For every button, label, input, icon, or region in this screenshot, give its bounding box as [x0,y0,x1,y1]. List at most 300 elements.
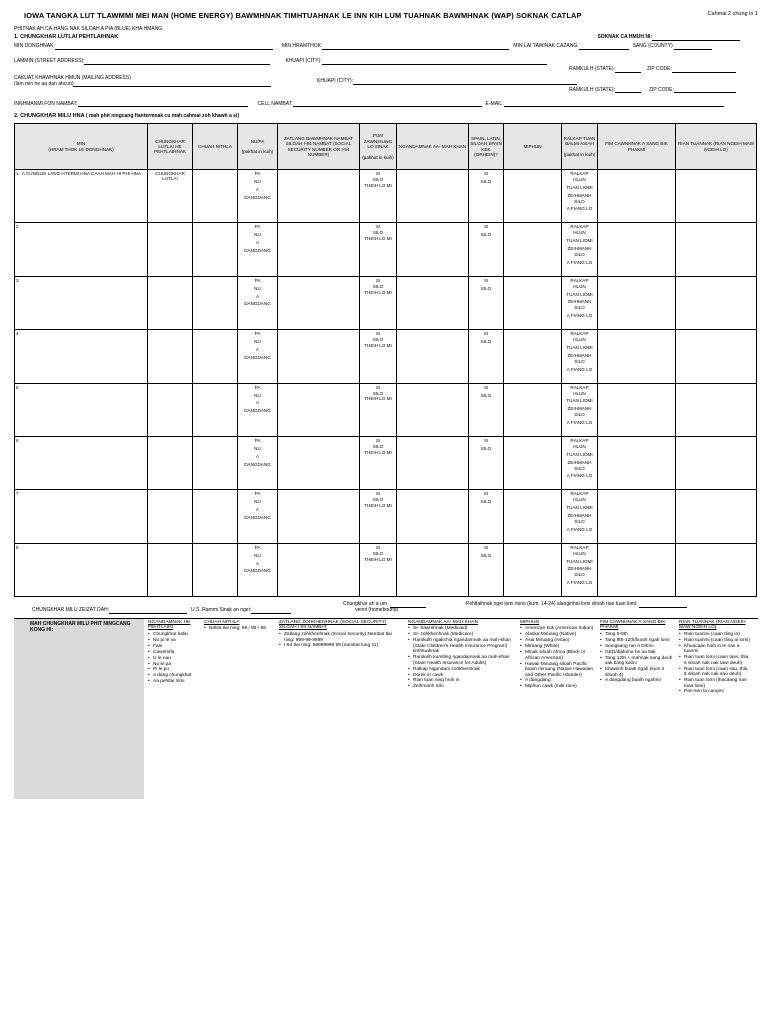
member-ssn-cell[interactable] [278,330,360,383]
legend-item: • Miraang (White) [520,644,594,650]
legend-list [408,626,514,689]
legend-item: • Nu le pa [148,662,198,668]
member-name-cell[interactable] [15,543,148,596]
member-education-cell[interactable] [598,330,676,383]
legend-item: • Zeihmanh Silo [408,684,514,690]
member-relationship-cell[interactable] [148,543,193,596]
member-birth-date-cell[interactable] [193,276,238,329]
col-employment: RIAN TUANNAK (RIAN NGEIH MAW NGEIH LO) [676,124,757,170]
table-row [15,276,757,329]
sex-option[interactable]: DANGDANG [244,515,271,521]
sex-option[interactable]: A [255,453,260,459]
citizens-field[interactable] [251,608,291,614]
member-ssn-cell[interactable] [278,276,360,329]
disability-option[interactable]: THEIH LO MI [364,182,392,188]
sex-option[interactable]: PA [254,438,261,444]
legend-item: • Tang 9th-12th/buaih ngah lomi [600,638,673,644]
sex-option[interactable]: NU [254,499,261,505]
legend-item: • U le nau [148,656,198,662]
member-veteran-cell [562,383,598,436]
legend-section [14,618,758,799]
table-row [15,490,757,543]
veteran-option[interactable]: RALKAP [570,384,589,390]
section2-heading: 2. CHUNGKHAR MILU HNA [14,113,85,120]
legend-employment [675,619,753,799]
member-health-insurance-cell[interactable] [397,543,469,596]
legend-item: • Rian tuan ning hnih in [408,678,514,684]
member-relationship-cell[interactable] [148,330,193,383]
veteran-option[interactable]: RALKAP [570,438,589,444]
veteran-option[interactable]: ZEIHMANH [567,299,592,305]
row-number: 6 [16,438,19,444]
hispanic-option[interactable]: SI [483,224,489,230]
row-number: 1. [16,171,20,177]
member-education-cell[interactable] [598,383,676,436]
legend-item: • Dorek in cawk [408,673,514,679]
home-phone-label: INNHMANMI FON NAMBAT: [14,100,78,107]
disability-option[interactable]: THEIH LO MI [364,556,392,562]
row-number: 5 [16,384,19,390]
legend-column-title: MIPHUN [520,619,539,625]
col-education: FIM CAWNHNAK A SANG BIK PHAKMI [598,124,676,170]
legend-column-title: NGANDAMNAK AA- MAH KHAN [408,619,479,625]
veteran-option[interactable]: A FIANG LO [566,313,593,319]
mailing-city-field[interactable] [353,79,577,85]
legend-item: • Rian tuan lomi (caan sau, thla 6 siloah nak nak sau deuh) [679,667,751,678]
disability-option[interactable]: SI [375,224,381,230]
veteran-option[interactable]: HLUN [573,390,586,396]
member-race-cell[interactable] [504,437,562,490]
veteran-option[interactable]: HLUN [573,283,586,289]
mailing-city-label: KHUAPI (CITY): [317,77,354,84]
legend-item: • A dangdang [520,678,594,684]
street-address-label: LAMMIN (STREET ADDRESS): [14,57,85,64]
sex-option[interactable]: PA [254,331,261,337]
member-sex-cell [238,223,278,276]
sex-option[interactable]: A [255,347,260,352]
member-education-cell[interactable] [598,276,676,329]
sex-option[interactable]: DANGDANG [244,301,271,307]
member-name-cell[interactable] [15,170,148,223]
member-education-cell[interactable] [598,223,676,276]
hispanic-option[interactable]: SILO [480,339,492,345]
legend-list [148,632,198,685]
veteran-option[interactable]: HLUN [573,443,586,449]
sex-option[interactable]: PA [254,491,261,497]
hispanic-option[interactable]: SILO [480,445,492,451]
sex-option[interactable]: NU [254,339,261,345]
sex-option[interactable]: A [255,507,260,513]
zip-field[interactable] [672,67,736,73]
member-hispanic-cell [469,223,504,276]
veteran-option[interactable]: TUAN LIOMI [566,238,593,244]
hispanic-option[interactable]: SI [483,438,489,444]
veteran-option[interactable]: HLUN [573,176,586,182]
first-name-field[interactable] [322,44,509,50]
hispanic-option[interactable]: SILO [480,392,492,398]
member-education-cell[interactable] [598,170,676,223]
member-race-cell[interactable] [504,383,562,436]
county-field[interactable] [674,44,712,50]
sex-option[interactable]: DANGDANG [244,194,271,200]
member-birth-date-cell[interactable] [193,223,238,276]
col-relationship: CHUNGKHAR LUTLAI HE PEHTLAIHNAK [148,124,193,170]
legend-item: • Nithla tlai ning: 99 / 99 / 99 [204,626,273,632]
legend-item: • Zatlang zohkhenhnak (Social Security) Nambat tlai ning: 999-99-9999 [279,632,402,643]
disability-option[interactable]: SI [375,544,381,550]
last-name-label: MIN DONGHNAK: [14,42,55,49]
sex-option[interactable]: A [255,293,260,299]
legend-list [600,632,673,684]
row-number: 4 [16,331,19,337]
legend-item: • Asia Miruang (Asian) [520,638,594,644]
veteran-option[interactable]: A FIANG LO [566,206,593,212]
hispanic-option[interactable]: SI [483,384,489,390]
member-relationship-cell[interactable] [148,490,193,543]
member-race-cell[interactable] [504,543,562,596]
home-phone-field[interactable] [78,101,248,107]
row-number: 8 [16,544,19,550]
section2-heading-note: ( mah phit ningcang fiantermnak cu mah cahmai zoh khawh a si) [85,113,240,120]
sex-option[interactable]: DANGDANG [244,568,271,574]
sex-option[interactable]: PA [254,544,261,550]
city-field[interactable] [322,59,547,65]
member-health-insurance-cell[interactable] [397,330,469,383]
member-employment-cell[interactable] [676,170,757,223]
legend-item: • Nu pi le va [148,638,198,644]
legend-item: • Ralkap Ngandam zohkhenhnak [408,667,514,673]
member-relationship-cell[interactable] [148,437,193,490]
citizens-label: U.S. Rammi Sinak an ngei: [191,607,252,614]
member-health-insurance-cell[interactable] [397,276,469,329]
veteran-option[interactable]: A FIANG LO [566,259,593,265]
member-health-insurance-cell[interactable] [397,437,469,490]
member-hispanic-cell [469,383,504,436]
cell-phone-field[interactable] [293,101,482,107]
disability-option[interactable]: THEIH LO MI [364,343,392,348]
legend-item: • Khawinh buaih ngah (kum 2 siloah 4) [600,667,673,678]
col-name: MIN (HRAM THOK LE DONGHNAK) [15,124,148,170]
member-health-insurance-cell[interactable] [397,490,469,543]
disability-option[interactable]: SILO [372,550,384,556]
disability-option[interactable]: SI [375,171,381,177]
veteran-option[interactable]: A FIANG LO [566,526,593,532]
sex-option[interactable]: A [255,560,260,566]
member-name-cell[interactable] [15,223,148,276]
sex-option[interactable]: NU [254,232,261,238]
table-row [15,543,757,596]
veteran-option[interactable]: RALKAP [570,224,589,230]
legend-item: • Pan-sen la cangmi [679,689,751,695]
disability-option[interactable]: SILO [372,497,384,503]
legend-item: • Tang 12th + mahnak sang deuh vak tlang kaimi [600,656,673,667]
veteran-option[interactable]: SILO [574,305,585,311]
member-health-insurance-cell[interactable] [397,223,469,276]
sex-option[interactable]: DANGDANG [244,408,271,414]
member-race-cell[interactable] [504,276,562,329]
row-number: 7 [16,491,19,497]
member-education-cell[interactable] [598,437,676,490]
legend-education [596,619,675,799]
sex-option[interactable]: PA [254,171,261,177]
veteran-option[interactable]: SILO [574,358,585,364]
legend-item: • I-94 tlai ning: 99999999 99 (nambat lung 11) [279,643,402,649]
sex-option[interactable]: DANGDANG [244,248,271,254]
member-veteran-cell [562,223,598,276]
member-hispanic-cell [469,276,504,329]
veteran-option[interactable]: ZEIHMANH [567,192,592,198]
email-field[interactable] [504,101,724,107]
hispanic-option[interactable]: SI [483,277,489,283]
cell-phone-label: CELL NAMBAT: [257,100,293,107]
member-ssn-cell[interactable] [278,543,360,596]
homebound-label-2: venni (homebound) [355,607,399,614]
veteran-option[interactable]: SILO [574,198,585,204]
disability-option[interactable]: SILO [372,230,384,236]
hispanic-option[interactable]: SI [483,491,489,497]
member-relationship-cell[interactable] [148,170,193,223]
member-birth-date-cell[interactable] [193,170,238,223]
veteran-option[interactable]: RALKAP [570,544,589,550]
member-race-cell[interactable] [504,170,562,223]
application-date-field[interactable] [652,35,740,41]
veteran-option[interactable]: A FIANG LO [566,420,593,426]
sex-option[interactable]: PA [254,277,261,283]
veteran-option[interactable]: RALKAP [570,277,589,283]
legend-item: • Cawntnifa [148,650,198,656]
last-name-field[interactable] [55,44,273,50]
sex-option[interactable]: A [255,400,260,406]
veteran-option[interactable]: TUAN LIOMI [566,184,593,190]
member-name-cell[interactable] [15,330,148,383]
table-header-row [15,124,757,170]
sex-option[interactable]: NU [254,445,261,451]
disability-option[interactable]: THEIH LO MI [364,449,392,455]
legend-list [204,626,273,632]
disability-option[interactable]: THEIH LO MI [364,236,392,242]
relationship-value: CHUNGKHAR LUTLAI [155,171,185,182]
member-race-cell[interactable] [504,330,562,383]
veteran-option[interactable]: SILO [574,572,585,578]
member-hispanic-cell [469,543,504,596]
col-health-insurance: NGANDAMNAK AA- MAH KHAN [397,124,469,170]
veteran-option[interactable]: ZEIHMANH [567,459,592,465]
hispanic-option[interactable]: SI [483,331,489,337]
member-birth-date-cell[interactable] [193,383,238,436]
veteran-option[interactable]: TUAN LIOMI [566,345,593,350]
legend-column-title: NGANDAMNAK HE PEHTLAIIN [148,619,191,631]
sex-option[interactable]: A [255,240,260,246]
county-label: SANG (COUNTY): [632,42,674,49]
legend-column-title: RIAN TUANNAK (RIAN NGEIH MAW NGEIH LO) [679,619,746,631]
veteran-option[interactable]: SILO [574,518,585,524]
table-row [15,170,757,223]
legend-column-title: CHUAH NITHLA [204,619,240,625]
member-race-cell[interactable] [504,490,562,543]
veteran-option[interactable]: A FIANG LO [566,366,593,372]
member-relationship-cell[interactable] [148,276,193,329]
disability-option[interactable]: SILO [372,337,384,343]
member-relationship-cell[interactable] [148,223,193,276]
veteran-option[interactable]: RALKAP [570,491,589,497]
member-ssn-cell[interactable] [278,170,360,223]
veteran-option[interactable]: TUAN LIOMI [566,398,593,404]
member-birth-date-cell[interactable] [193,330,238,383]
veteran-option[interactable]: ZEIHMANH [567,513,592,519]
disability-option[interactable]: SILO [372,176,384,182]
legend-item: • GED/diploma he aa tlak [600,650,673,656]
member-disability-cell [360,543,397,596]
sex-option[interactable]: DANGDANG [244,461,271,467]
disability-option[interactable]: THEIH LO MI [364,289,392,295]
legend-item: • Minak siloah Africa (Black or African American) [520,650,594,661]
member-sex-cell [238,330,278,383]
member-ssn-cell[interactable] [278,383,360,436]
col-veteran: RALKAP TUAN BALMI ASIAH (pakhat in kuih) [562,124,598,170]
member-ssn-cell[interactable] [278,223,360,276]
member-disability-cell [360,490,397,543]
member-ssn-cell[interactable] [278,490,360,543]
veteran-option[interactable]: ZEIHMANH [567,406,592,412]
veteran-option[interactable]: HLUN [573,550,586,556]
mailing-zip-field[interactable] [674,87,736,93]
email-label: E-MAIL: [485,100,504,107]
mailing-state-field[interactable] [615,87,641,93]
sex-option[interactable]: A [255,186,260,192]
veteran-option[interactable]: HLUN [573,230,586,236]
member-disability-cell [360,223,397,276]
veteran-option[interactable]: SILO [574,465,585,471]
member-sex-cell [238,437,278,490]
member-employment-cell[interactable] [676,383,757,436]
hispanic-option[interactable]: SI [483,171,489,177]
disability-option[interactable]: SI [375,277,381,283]
member-education-cell[interactable] [598,543,676,596]
disability-option[interactable]: THEIH LO MI [364,503,392,509]
state-field[interactable] [615,67,641,73]
member-name-cell[interactable] [15,490,148,543]
veteran-option[interactable]: RALKAP [570,331,589,337]
page-number: Cahmai 2 chung in 1 [707,11,758,17]
legend-item: • Miphun cawk (milti race) [520,684,594,690]
hispanic-option[interactable]: SILO [480,552,492,558]
member-birth-date-cell[interactable] [193,543,238,596]
member-employment-cell[interactable] [676,330,757,383]
member-employment-cell[interactable] [676,276,757,329]
veteran-option[interactable]: HLUN [573,497,586,503]
member-name-cell[interactable] [15,437,148,490]
veteran-option[interactable]: SILO [574,251,585,257]
mailing-address-field[interactable] [73,81,271,87]
veteran-option[interactable]: RALKAP [570,171,589,177]
veteran-option[interactable]: ZEIHMANH [567,566,592,572]
member-employment-cell[interactable] [676,437,757,490]
legend-item: • Ramkulh kumtling ngandamnak aa mah-khan (State Health Insurance for Adults) [408,655,514,666]
sex-option[interactable]: PA [254,384,261,390]
hispanic-option[interactable]: SILO [480,232,492,238]
member-birth-date-cell[interactable] [193,490,238,543]
col-disability: PUM ZAWNSILING LO SINAK (pakhat in kuih) [360,124,397,170]
sex-option[interactable]: NU [254,285,261,291]
veteran-option[interactable]: ZEIHMANH [567,352,592,358]
hispanic-option[interactable]: SILO [480,178,492,184]
household-size-field[interactable] [109,608,187,614]
household-size-label: CHUNGKHAR MILU ZEIZAT DAH: [32,607,110,614]
hispanic-option[interactable]: SILO [480,285,492,291]
member-race-cell[interactable] [504,223,562,276]
veteran-option[interactable]: ZEIHMANH [567,246,592,252]
legend-item: • Hawaii Miruang siloah Pacific tlaam miruang (Native Hawaiian and Other Pacific Islander) [520,662,594,679]
col-ssn: ZATLANG BAWMHNAK NAMBAT SILOAH I-94 NAMBAT (SOCIAL SECURITY NUMBER OR I-94 NUMBER) [278,124,360,170]
member-disability-cell [360,330,397,383]
veteran-option[interactable]: TUAN LIOMI [566,505,593,511]
sex-option[interactable]: PA [254,224,261,230]
member-name-cell[interactable] [15,383,148,436]
member-name-cell[interactable] [15,276,148,329]
legend-heading: MAH CHUNGKHAR MILU PHIT NINGCANG KONG HI: [14,619,144,799]
member-relationship-cell[interactable] [148,383,193,436]
legend-item: • Fale [148,644,198,650]
member-birth-date-cell[interactable] [193,437,238,490]
middle-initial-label: MIN LAI TAWINAK CAZANG: [513,42,579,49]
sex-option[interactable]: NU [254,552,261,558]
sex-option[interactable]: NU [254,178,261,184]
middle-initial-field[interactable] [579,44,629,50]
household-members-table [14,123,757,597]
form-instructions: PHITNAK AH CA-HANG NAK SILOAH A PIA (BLUE) KHA HMANG. [14,25,164,32]
disability-option[interactable]: SILO [372,390,384,396]
legend-ssn [275,619,404,799]
disability-option[interactable]: THEIH LO MI [364,396,392,402]
member-health-insurance-cell[interactable] [397,383,469,436]
member-veteran-cell [562,170,598,223]
disability-option[interactable]: SI [375,438,381,444]
sex-option[interactable]: NU [254,392,261,398]
veteran-option[interactable]: HLUN [573,337,586,343]
legend-birth-date [200,619,275,799]
member-sex-cell [238,383,278,436]
disability-option[interactable]: SILO [372,443,384,449]
col-sex: NU/PA (pakhat in kuih) [238,124,278,170]
sex-option[interactable]: DANGDANG [244,354,271,360]
legend-item: • Ramkulh ngakchia ngandamnak aa mah-khan (State Children's Health Insurance Program) timhtuahnak [408,638,514,655]
member-sex-cell [238,490,278,543]
member-veteran-cell [562,490,598,543]
veteran-option[interactable]: A FIANG LO [566,473,593,479]
veteran-option[interactable]: TUAN LIOMI [566,291,593,297]
disability-option[interactable]: SI [375,491,381,497]
veteran-option[interactable]: TUAN LIOMI [566,558,593,564]
disability-option[interactable]: SI [375,331,381,337]
veteran-option[interactable]: TUAN LIOMI [566,451,593,457]
disconnected-youth-field[interactable] [639,602,687,608]
member-employment-cell[interactable] [676,490,757,543]
hispanic-option[interactable]: SI [483,544,489,550]
member-employment-cell[interactable] [676,543,757,596]
disability-option[interactable]: SI [375,384,381,390]
member-employment-cell[interactable] [676,223,757,276]
member-ssn-cell[interactable] [278,437,360,490]
member-education-cell[interactable] [598,490,676,543]
disability-option[interactable]: SILO [372,283,384,289]
veteran-option[interactable]: SILO [574,412,585,418]
street-address-field[interactable] [84,59,270,65]
col-birth-date: CHUAH NITHLA [193,124,238,170]
veteran-option[interactable]: A FIANG LO [566,580,593,586]
member-veteran-cell [562,276,598,329]
member-health-insurance-cell[interactable] [397,170,469,223]
hispanic-option[interactable]: SILO [480,499,492,505]
